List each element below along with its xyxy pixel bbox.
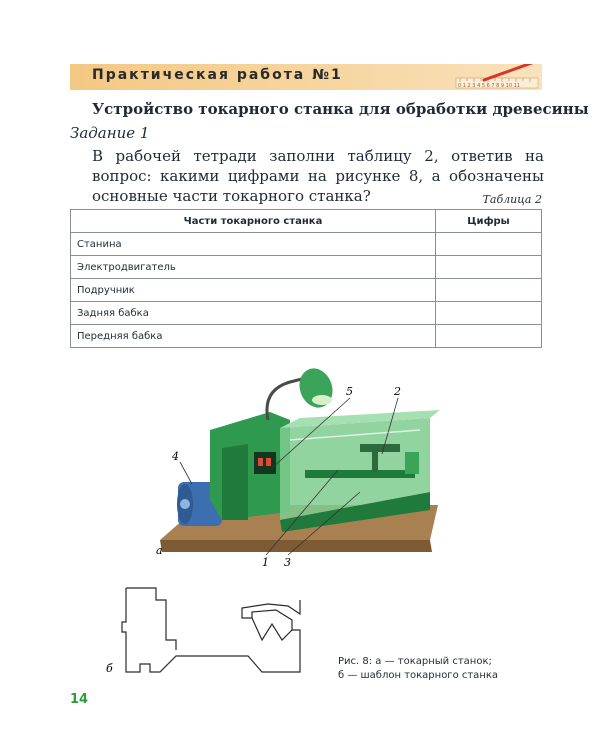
label-b: б bbox=[106, 662, 113, 675]
task-label: Задание 1 bbox=[70, 124, 150, 142]
ruler-digits: 0 1 2 3 4 5 6 7 8 9 10 11 bbox=[458, 83, 521, 89]
table-caption: Таблица 2 bbox=[482, 193, 542, 206]
part-cell: Задняя бабка bbox=[71, 302, 436, 325]
caption-line-1: Рис. 8: а — токарный станок; bbox=[338, 656, 492, 667]
lamp-icon bbox=[267, 364, 338, 420]
part-cell: Передняя бабка bbox=[71, 325, 436, 348]
page-number: 14 bbox=[70, 692, 89, 707]
label-2: 2 bbox=[394, 385, 401, 398]
label-5: 5 bbox=[346, 385, 353, 398]
banner-title: Практическая работа №1 bbox=[92, 67, 343, 83]
part-cell: Электродвигатель bbox=[71, 256, 436, 279]
part-cell: Станина bbox=[71, 233, 436, 256]
label-4: 4 bbox=[172, 450, 179, 463]
label-a: а bbox=[156, 544, 163, 557]
label-1: 1 bbox=[262, 556, 269, 569]
lathe-template-outline bbox=[122, 588, 300, 672]
caption-line-2: б — шаблон токарного станка bbox=[338, 670, 499, 681]
task-text: В рабочей тетради заполни таблицу 2, ответив на вопрос: какими цифрами на рисунке 8, а обозначены основные части токарного станка? bbox=[92, 147, 544, 205]
header-digits: Цифры bbox=[436, 210, 542, 233]
part-cell: Подручник bbox=[71, 279, 436, 302]
label-3: 3 bbox=[284, 556, 291, 569]
figure-caption bbox=[338, 655, 538, 683]
header-parts: Части токарного станка bbox=[71, 210, 436, 233]
page-heading: Устройство токарного станка для обработки древесины bbox=[92, 100, 589, 118]
